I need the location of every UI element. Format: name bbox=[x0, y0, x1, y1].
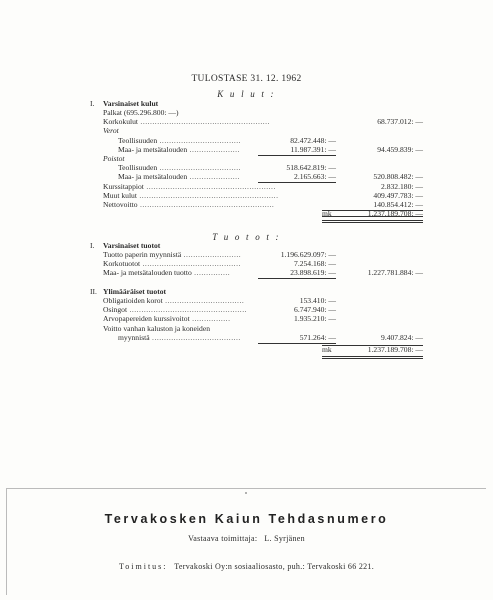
row-value-total: 94.459.839: — bbox=[377, 144, 423, 154]
leader-dots: ......................................... bbox=[140, 259, 241, 269]
expenses-heading: K u l u t : bbox=[217, 89, 276, 99]
leader-dots: ................................................. bbox=[127, 305, 247, 315]
row-value-total: 2.832.180: — bbox=[381, 181, 423, 191]
total-currency: mk bbox=[322, 345, 332, 354]
row-value-sub: 1.935.210: — bbox=[294, 314, 336, 324]
row-label-text: Verot bbox=[103, 126, 119, 136]
row-value-sub: 153.410: — bbox=[299, 296, 336, 305]
row-label-text: Tuotto paperin myynnistä bbox=[103, 250, 182, 259]
footer-title: Tervakosken Kaiun Tehdasnumero bbox=[104, 512, 389, 526]
row-label-text: Muut kulut bbox=[103, 190, 137, 200]
row-label-text: Korkokulut bbox=[103, 117, 139, 127]
total-rule-bottom bbox=[322, 356, 423, 357]
section-roman: I. bbox=[90, 241, 95, 250]
row-label-text: Palkat (695.296.800: —) bbox=[103, 108, 179, 117]
leader-dots: ........................................................ bbox=[137, 200, 275, 209]
dot-mark bbox=[245, 492, 247, 494]
income-heading: T u o t o t : bbox=[212, 232, 281, 242]
statement-title: TULOSTASE 31. 12. 1962 bbox=[191, 74, 302, 84]
subtotal-rule bbox=[258, 278, 336, 279]
leader-dots: ..................... bbox=[187, 144, 240, 154]
row-value-sub: 82.472.448: — bbox=[290, 135, 336, 145]
row-label-text: Maa- ja metsätalouden bbox=[118, 144, 188, 154]
leader-dots: ...................................................... bbox=[138, 117, 270, 127]
section-label: Varsinaiset kulut bbox=[103, 99, 159, 108]
total-rule-bottom-double bbox=[322, 222, 423, 223]
editor-name: L. Syrjänen bbox=[264, 534, 305, 543]
row-value-sub: 571.264: — bbox=[299, 332, 336, 342]
footer-editor bbox=[0, 534, 493, 543]
leader-dots: ................ bbox=[189, 314, 231, 324]
income-total-row bbox=[0, 345, 493, 355]
section-roman: II. bbox=[90, 287, 97, 296]
row-value-total: 9.407.824: — bbox=[381, 332, 423, 342]
total-rule-bottom bbox=[322, 220, 423, 221]
total-value: 1.237.189.708: — bbox=[367, 209, 423, 218]
row-label-text: Voitto vanhan kaluston ja koneiden bbox=[103, 323, 210, 333]
leader-dots: .......................................................... bbox=[136, 190, 279, 200]
total-value: 1.237.189.708: — bbox=[367, 345, 423, 354]
row-value-sub: 23.898.619: — bbox=[290, 268, 336, 278]
row-label-text: Obligatioiden korot bbox=[103, 296, 163, 305]
row-label-text: myynnistä bbox=[118, 332, 150, 342]
expenses-total-row bbox=[0, 209, 493, 219]
row-label-text: Nettovoitto bbox=[103, 200, 138, 209]
row-value-sub: 11.987.391: — bbox=[290, 144, 336, 154]
row-label-text: Maa- ja metsätalouden tuotto bbox=[103, 268, 192, 278]
statement-row bbox=[0, 333, 493, 343]
row-value-sub: 2.165.663: — bbox=[294, 172, 336, 182]
section-label: Ylimääräiset tuotot bbox=[103, 287, 167, 296]
leader-dots: ..................................... bbox=[149, 332, 241, 342]
row-label-text: Poistot bbox=[103, 154, 125, 163]
row-value-sub: 1.196.629.097: — bbox=[280, 250, 336, 259]
total-rule-bottom-double bbox=[322, 358, 423, 359]
leader-dots: ................................. bbox=[162, 296, 245, 305]
row-value-sub: 518.642.819: — bbox=[286, 163, 336, 173]
subtotal-rule bbox=[258, 343, 336, 344]
row-value-total: 409.497.783: — bbox=[373, 190, 423, 200]
row-value-total: 68.737.012: — bbox=[377, 117, 423, 127]
row-label bbox=[103, 268, 230, 278]
row-label-text: Arvopapereiden kurssivoitot bbox=[103, 314, 190, 324]
row-value-total: 1.227.781.884: — bbox=[367, 268, 423, 278]
footer-office bbox=[0, 562, 493, 571]
row-label-text: Osingot bbox=[103, 305, 128, 315]
row-label-text: Korkotuotot bbox=[103, 259, 141, 269]
editor-label: Vastaava toimittaja: bbox=[188, 534, 258, 543]
row-value-sub: 6.747.940: — bbox=[294, 305, 336, 315]
row-value-total: 520.808.482: — bbox=[373, 172, 423, 182]
row-value-total: 140.854.412: — bbox=[373, 200, 423, 209]
row-label-text: Teollisuuden bbox=[118, 163, 158, 173]
row-value-sub: 7.254.168: — bbox=[294, 259, 336, 269]
office-text: Tervakoski Oy:n sosiaaliosasto, puh.: Tervakoski 66 221. bbox=[174, 562, 375, 571]
office-label: Toimitus: bbox=[118, 562, 168, 571]
leader-dots: ........................ bbox=[181, 250, 242, 259]
row-label-text: Teollisuuden bbox=[118, 135, 158, 145]
statement-row bbox=[0, 268, 493, 278]
leader-dots: ............... bbox=[191, 268, 231, 278]
leader-dots: ...................................................... bbox=[143, 181, 276, 191]
leader-dots: .................................. bbox=[157, 135, 242, 145]
total-currency: mk bbox=[322, 209, 332, 218]
section-label: Varsinaiset tuotot bbox=[103, 241, 161, 250]
row-label bbox=[118, 333, 241, 343]
leader-dots: .................................. bbox=[157, 163, 242, 173]
leader-dots: ..................... bbox=[187, 172, 240, 182]
section-roman: I. bbox=[90, 99, 95, 108]
row-label-text: Maa- ja metsätalouden bbox=[118, 172, 188, 182]
row-label-text: Kurssitappiot bbox=[103, 181, 144, 191]
